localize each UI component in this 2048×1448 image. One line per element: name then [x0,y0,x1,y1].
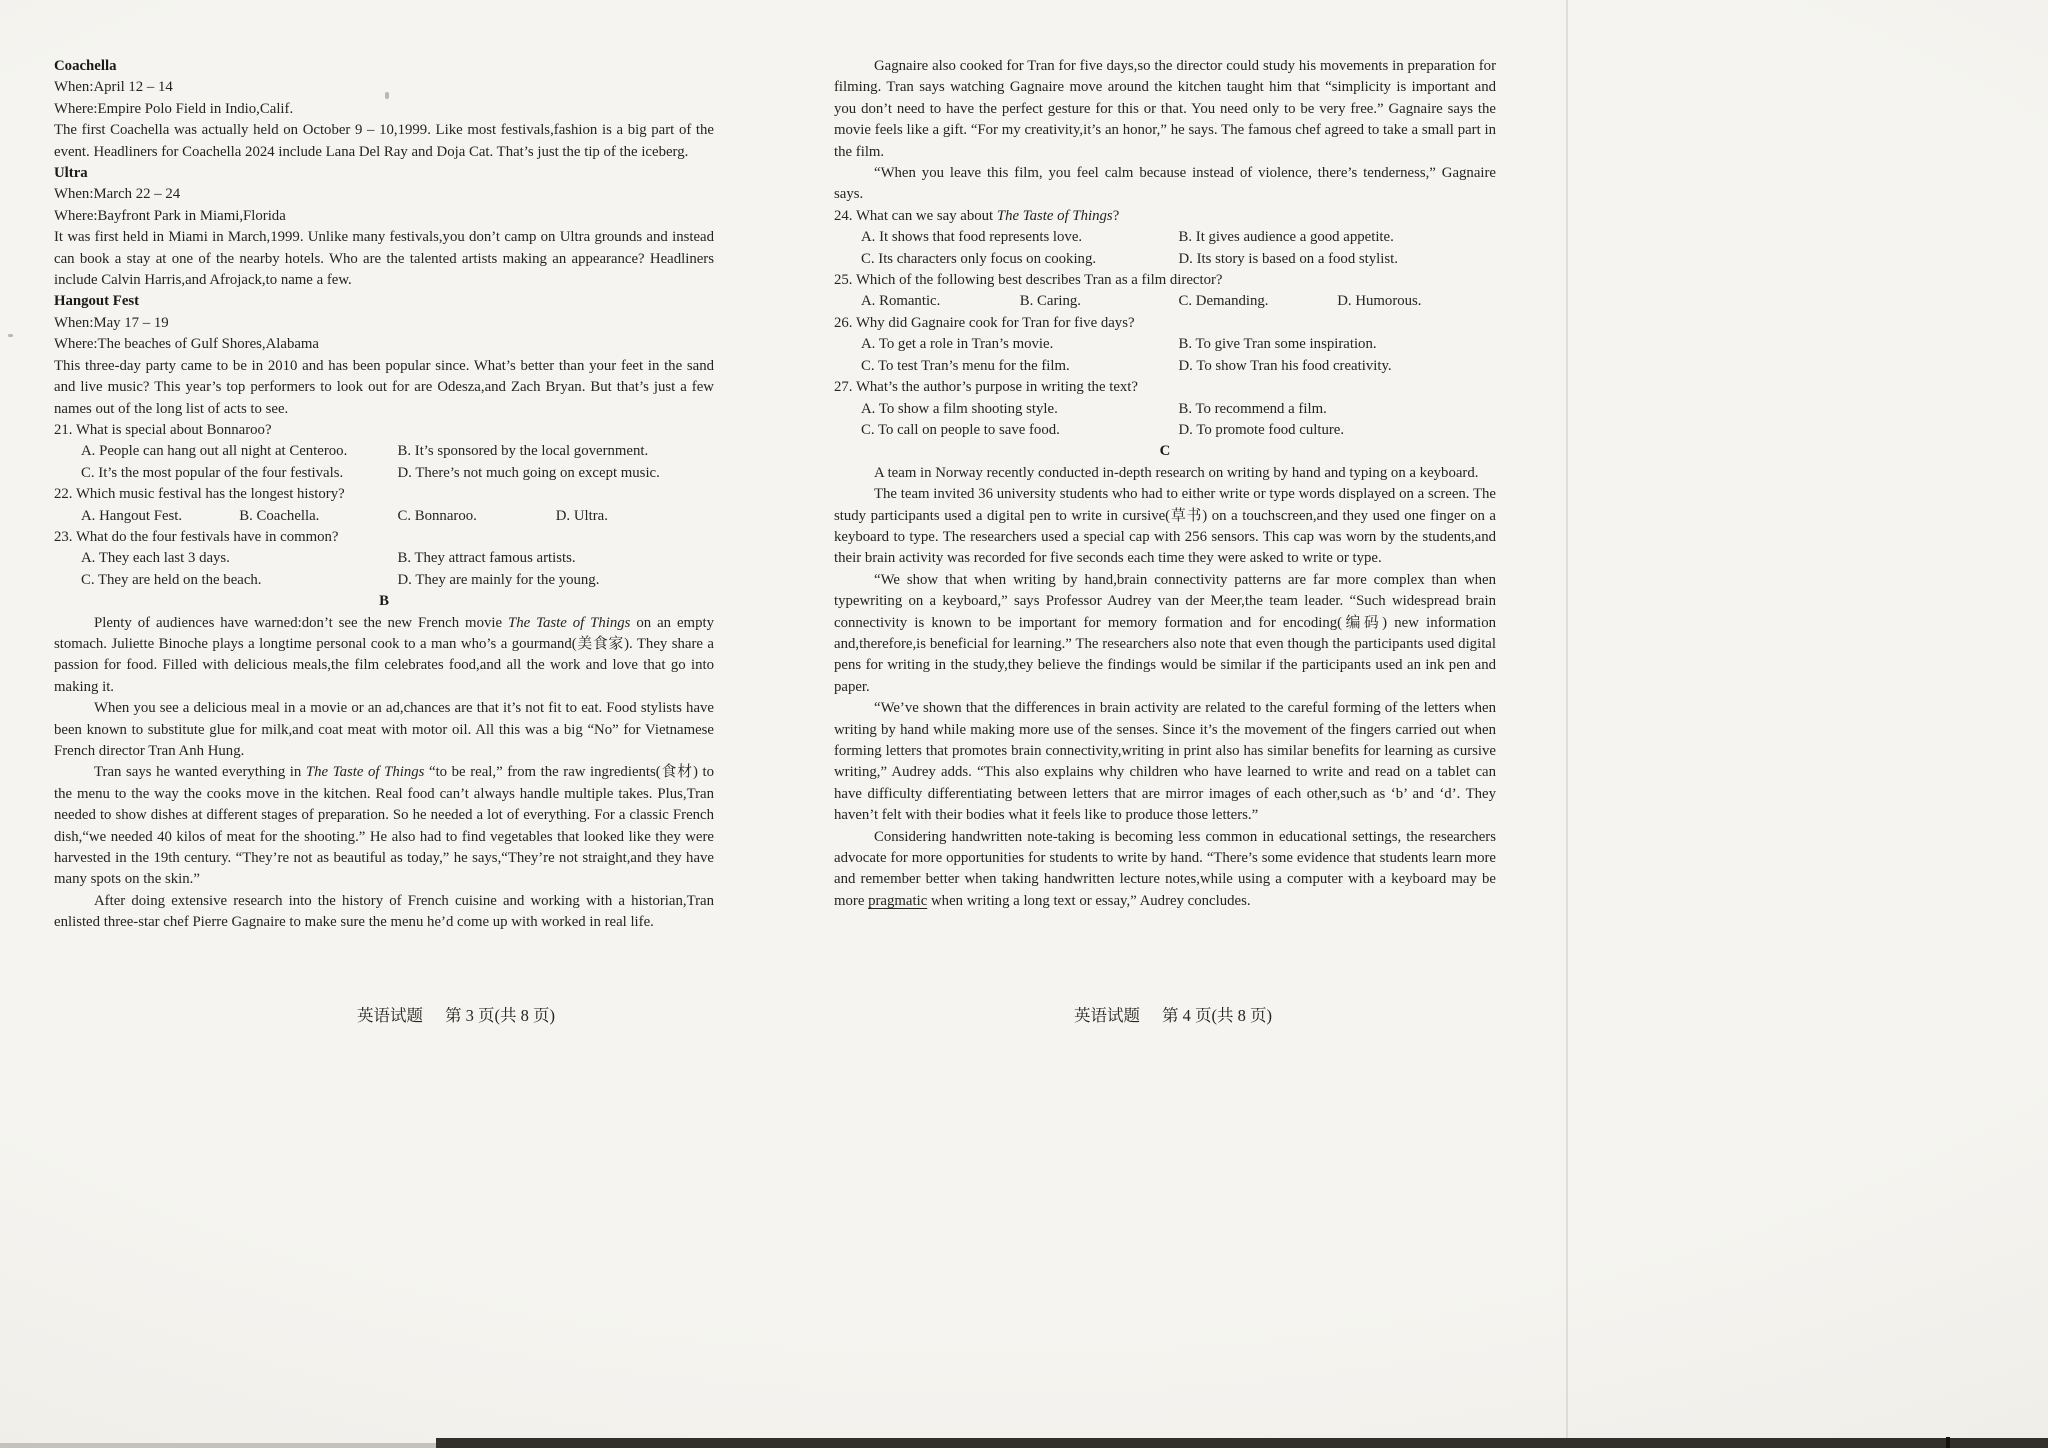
question-27 [834,377,1496,441]
paragraph [834,484,1496,570]
answer-option: D. They are mainly for the young. [397,571,600,588]
question-number: 26. [834,314,856,331]
scan-edge-shadow [436,1438,2048,1448]
text-run: Considering handwritten note-taking is becoming less common in educational settings, the researchers advocate for more opportunities for students to write by hand. “There’s some evidence that students learn more and remember better when taking handwritten lecture notes,while using a computer with a keyboard may be more [834,828,1496,909]
paragraph [54,613,714,699]
question-stem [834,377,1496,398]
answer-option: C. Demanding. [1178,293,1269,310]
scan-edge-paper [0,1443,436,1448]
doc-title: 英语试题 [357,1006,423,1025]
text-run: Which music festival has the longest history? [75,486,345,503]
text-run: The team invited 36 university students who had to either write or type words displayed on a screen. The study participants used a digital pen to write in cursive(草书) on a touchscreen,and they used one finger on a keyboard to type. The researchers used a special cap with 256 sensors. This cap was worn by the students,and their brain activity was recorded for five seconds each time they were asked to write or type. [834,486,1496,567]
answer-option: B. Caring. [1019,293,1081,310]
paragraph [54,120,714,163]
paragraph [54,356,714,420]
option-row [834,399,1496,420]
answer-option: D. Ultra. [555,507,608,524]
info-line: Where:Empire Polo Field in Indio,Calif. [54,100,294,117]
text-run: “When you leave this film, you feel calm because instead of violence, there’s tenderness,” Gagnaire says. [834,165,1496,203]
text-run: ? [1112,207,1120,224]
option-row [834,356,1496,377]
info-line: When:May 17 – 19 [54,314,169,331]
question-stem [834,313,1496,334]
italic-title-text: The Taste of Things [507,614,631,631]
scan-fold-artifact [1566,0,1568,1448]
answer-option: D. There’s not much going on except music. [397,464,660,481]
text-run: when writing a long text or essay,” Audrey concludes. [927,892,1251,909]
question-23 [54,527,714,591]
page-4-column [834,56,1496,912]
question-number: 22. [54,486,76,503]
text-run: “to be real,” from the raw ingredients(食材) to the menu to the way the cooks move in the kitchen. Real food can’t always handle multiple takes. Plus,Tran needed to show dishes at different stages of preparation. So he needed a lot of everything. For a classic French dish,“we needed 40 kilos of meat for the shooting.” He also had to find vegetables that looked like they were harvested in the 19th century. “They’re not as beautiful as today,” he says,“They’re not straight,and they have many spots on the skin.” [54,764,714,888]
answer-option: C. To test Tran’s menu for the film. [861,357,1070,374]
paragraph [834,163,1496,206]
answer-option: D. Its story is based on a food stylist. [1178,250,1398,267]
scan-speck [385,92,389,99]
option-row [54,506,714,527]
page-3-column [54,56,714,934]
question-stem [54,484,714,505]
answer-option: A. To get a role in Tran’s movie. [861,336,1054,353]
question-number: 23. [54,528,76,545]
answer-option: C. It’s the most popular of the four festivals. [81,464,344,481]
answer-option: D. To show Tran his food creativity. [1178,357,1392,374]
paragraph [834,698,1496,826]
page-4-footer [842,1002,1504,1026]
text-run: What can we say about [855,207,997,224]
italic-title-text: The Taste of Things [305,764,425,781]
question-stem [54,420,714,441]
question-21 [54,420,714,484]
text-run: When you see a delicious meal in a movie or an ad,chances are that it’s not fit to eat. Food stylists have been known to substitute glue for milk,and coat meat with motor oil. All this was a big “No” for Vietnamese French director Tran Anh Hung. [54,700,714,759]
answer-option: D. To promote food culture. [1178,421,1345,438]
answer-option: B. They attract famous artists. [397,550,576,567]
question-number: 24. [834,207,856,224]
italic-title-text: The Taste of Things [996,207,1113,224]
festival-heading: Coachella [54,58,117,74]
text-run: Plenty of audiences have warned:don’t see the new French movie [94,614,508,631]
question-number: 25. [834,272,856,289]
question-22 [54,484,714,527]
info-line: Where:Bayfront Park in Miami,Florida [54,207,286,224]
underlined-word: pragmatic [868,892,928,909]
text-run: Gagnaire also cooked for Tran for five days,so the director could study his movements in preparation for filming. Tran says watching Gagnaire move around the kitchen taught him that “simplicity is important and you don’t need to have the perfect gesture for this or that. You need only to be very free.” Gagnaire says the movie feels like a gift. “For my creativity,it’s an honor,” he says. The famous chef agreed to take a small part in the film. [834,58,1496,160]
text-run: What is special about Bonnaroo? [75,421,272,438]
answer-option: A. To show a film shooting style. [861,400,1058,417]
option-row [54,463,714,484]
answer-option: D. Humorous. [1337,293,1422,310]
paragraph [54,227,714,291]
answer-option: B. It’s sponsored by the local government. [397,443,649,460]
answer-option: C. Bonnaroo. [397,507,477,524]
answer-option: B. To recommend a film. [1178,400,1327,417]
answer-option: A. People can hang out all night at Centeroo. [81,443,348,460]
option-row [54,570,714,591]
doc-title: 英语试题 [1074,1006,1140,1025]
section-label-b: B [379,593,389,610]
text-run: What’s the author’s purpose in writing the text? [855,379,1138,396]
text-run: on an empty stomach. Juliette Binoche plays a longtime personal cook to a man who’s a gourmand(美食家). They share a passion for food. Filled with delicious meals,the film celebrates food,and all the work and love that go into making it. [54,614,714,695]
option-row [834,420,1496,441]
paragraph [54,891,714,934]
text-run: “We show that when writing by hand,brain connectivity patterns are far more complex than when typewriting on a keyboard,” says Professor Audrey van der Meer,the team leader. “Such widespread brain connectivity is known to be important for memory formation and for encoding(编码) new information and,therefore,is beneficial for learning.” The researchers also note that even though the participants used digital pens for writing in the study,they believe the findings would be similar if the participants used an ink pen and paper. [834,571,1496,695]
info-line: Where:The beaches of Gulf Shores,Alabama [54,336,320,353]
text-run: This three-day party came to be in 2010 and has been popular since. What’s better than your feet in the sand and live music? This year’s top performers to look out for are Odesza,and Zach Bryan. But that’s just a few names out of the long list of acts to see. [54,357,714,417]
answer-option: A. Romantic. [861,293,941,310]
scan-speck [8,334,13,337]
answer-option: A. It shows that food represents love. [861,229,1083,246]
paragraph [54,698,714,762]
answer-option: C. They are held on the beach. [81,571,262,588]
option-row [834,291,1496,312]
scan-edge-mark [1946,1437,1950,1448]
answer-option: B. To give Tran some inspiration. [1178,336,1377,353]
festival-heading: Hangout Fest [54,293,140,310]
section-label-c: C [1159,443,1171,460]
question-stem [834,270,1496,291]
text-run: Tran says he wanted everything in [94,764,306,781]
festival-heading: Ultra [54,165,88,182]
question-25 [834,270,1496,313]
paragraph [54,762,714,890]
text-run: “We’ve shown that the differences in brain activity are related to the careful forming of the letters when writing by hand while making more use of the senses. Since it’s the movement of the fingers carried out when forming letters that promotes brain connectivity,writing in print also has similar benefits for learning as cursive writing,” Audrey adds. “This also explains why children who have learned to write and read on a tablet can have difficulty differentiating between letters that are mirror images of each other,such as ‘b’ and ‘d’. They haven’t felt with their bodies what it feels like to produce those letters.” [834,700,1496,824]
answer-option: C. Its characters only focus on cooking. [861,250,1097,267]
option-row [54,441,714,462]
option-row [834,249,1496,270]
question-number: 27. [834,379,856,396]
text-run: The first Coachella was actually held on October 9 – 10,1999. Like most festivals,fashion is a big part of the event. Headliners for Coachella 2024 include Lana Del Ray and Doja Cat. That’s just the tip of the iceberg. [54,122,714,160]
answer-option: A. Hangout Fest. [81,507,183,524]
option-row [54,548,714,569]
paragraph [834,56,1496,163]
answer-option: B. It gives audience a good appetite. [1178,229,1394,246]
option-row [834,227,1496,248]
text-run: It was first held in Miami in March,1999. Unlike many festivals,you don’t camp on Ultra grounds and instead can book a stay at one of the nearby hotels. Who are the talented artists making an appearance? Headliners include Calvin Harris,and Afrojack,to name a few. [54,229,714,289]
text-run: After doing extensive research into the history of French cuisine and working with a historian,Tran enlisted three-star chef Pierre Gagnaire to make sure the menu he’d come up with worked in real life. [54,892,714,931]
question-number: 21. [54,421,76,438]
answer-option: C. To call on people to save food. [861,421,1060,438]
paragraph [834,827,1496,913]
text-run: Why did Gagnaire cook for Tran for five days? [855,314,1135,331]
page-number: 第 3 页(共 8 页) [445,1006,555,1025]
paragraph [834,463,1496,484]
option-row [834,334,1496,355]
question-stem [834,206,1496,227]
question-24 [834,206,1496,270]
info-line: When:March 22 – 24 [54,186,181,203]
answer-option: B. Coachella. [239,507,320,524]
text-run: What do the four festivals have in common? [75,528,339,545]
text-run: Which of the following best describes Tran as a film director? [855,272,1223,289]
page-number: 第 4 页(共 8 页) [1162,1006,1272,1025]
answer-option: A. They each last 3 days. [81,550,230,567]
page-3-footer [126,1002,786,1026]
text-run: A team in Norway recently conducted in-depth research on writing by hand and typing on a keyboard. [874,464,1479,481]
info-line: When:April 12 – 14 [54,79,173,96]
question-26 [834,313,1496,377]
paragraph [834,570,1496,698]
question-stem [54,527,714,548]
